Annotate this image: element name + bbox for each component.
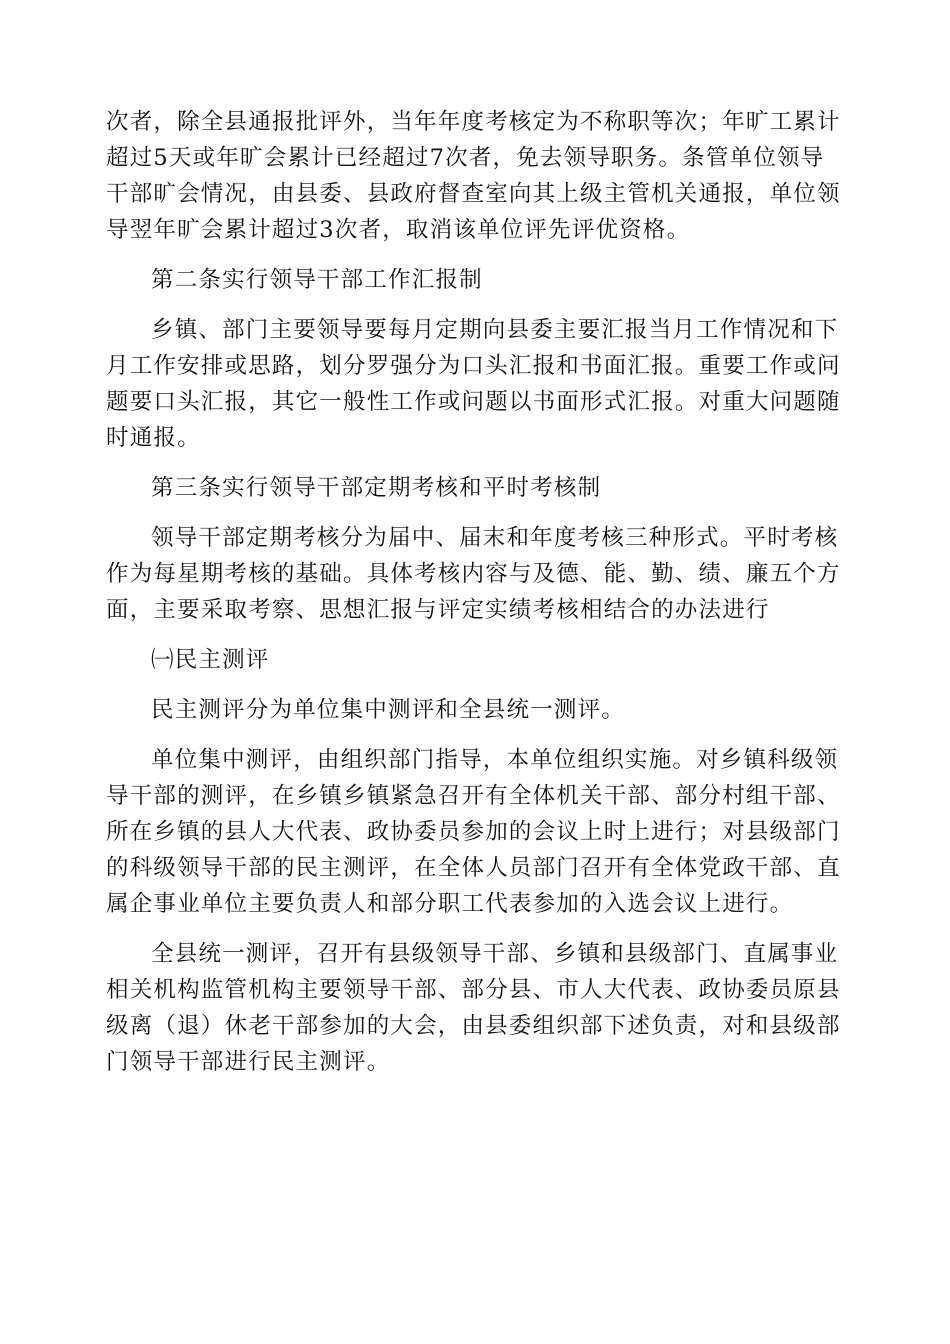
text-line: 第三条实行领导干部定期考核和平时考核制 — [151, 475, 602, 501]
document-body — [106, 104, 846, 1094]
paragraph-assessment — [106, 520, 846, 628]
text-line: 导干部的测评，在乡镇乡镇紧急召开有全体机关干部、部分村组干部、 — [106, 783, 841, 809]
text-line: 时通报。 — [106, 425, 201, 451]
text-line: 单位集中测评，由组织部门指导，本单位组织实施。对乡镇科级领 — [151, 747, 839, 773]
text-line: ㈠民主测评 — [151, 647, 270, 673]
text-line: 作为每星期考核的基础。具体考核内容与及德、能、勤、绩、廉五个方 — [106, 561, 841, 587]
text-line: 属企事业单位主要负责人和部分职工代表参加的入选会议上进行。 — [106, 891, 794, 917]
text-line: 乡镇、部门主要领导要每月定期向县委主要汇报当月工作情况和下 — [151, 317, 839, 343]
paragraph-unit-evaluation — [106, 742, 846, 922]
paragraph-continuation — [106, 104, 846, 248]
text-line: 题要口头汇报，其它一般性工作或问题以书面形式汇报。对重大问题随 — [106, 389, 841, 415]
article-heading-3 — [106, 470, 846, 506]
text-line: 超过5天或年旷会累计已经超过7次者，免去领导职务。条管单位领导 — [106, 145, 825, 171]
text-line: 面，主要采取考察、思想汇报与评定实绩考核相结合的办法进行 — [106, 597, 770, 623]
section-heading-democratic-evaluation — [106, 642, 846, 678]
text-line: 相关机构监管机构主要领导干部、部分县、市人大代表、政协委员原县 — [106, 977, 841, 1003]
text-line: 干部旷会情况，由县委、县政府督查室向其上级主管机关通报，单位领 — [106, 181, 841, 207]
text-line: 门领导干部进行民主测评。 — [106, 1049, 391, 1075]
article-heading-2 — [106, 262, 846, 298]
paragraph-evaluation-types — [106, 692, 846, 728]
paragraph-reporting — [106, 312, 846, 456]
text-line: 级离（退）休老干部参加的大会，由县委组织部下述负责，对和县级部 — [106, 1013, 841, 1039]
text-line: 月工作安排或思路，划分罗强分为口头汇报和书面汇报。重要工作或问 — [106, 353, 841, 379]
text-line: 全县统一测评，召开有县级领导干部、乡镇和县级部门、直属事业 — [151, 941, 839, 967]
text-line: 的科级领导干部的民主测评，在全体人员部门召开有全体党政干部、直 — [106, 855, 841, 881]
text-line: 民主测评分为单位集中测评和全县统一测评。 — [151, 697, 626, 723]
text-line: 第二条实行领导干部工作汇报制 — [151, 267, 483, 293]
text-line: 导翌年旷会累计超过3次者，取消该单位评先评优资格。 — [106, 217, 691, 243]
text-line: 所在乡镇的县人大代表、政协委员参加的会议上时上进行；对县级部门 — [106, 819, 841, 845]
paragraph-county-evaluation — [106, 936, 846, 1080]
text-line: 次者，除全县通报批评外，当年年度考核定为不称职等次；年旷工累计 — [106, 109, 841, 135]
text-line: 领导干部定期考核分为届中、届末和年度考核三种形式。平时考核 — [151, 525, 839, 551]
